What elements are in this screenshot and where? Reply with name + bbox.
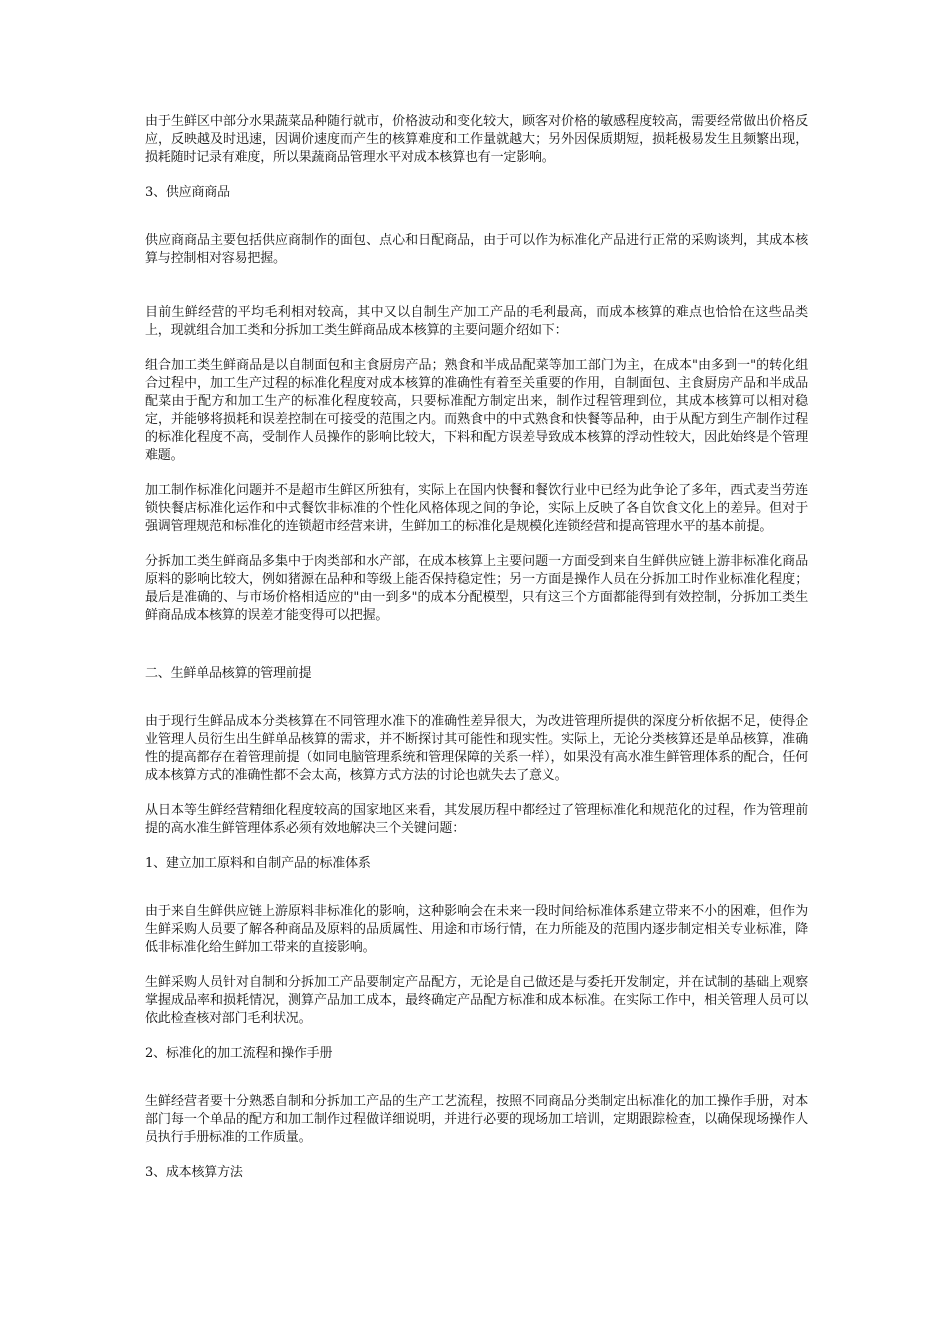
paragraph-split-processing: 分拆加工类生鲜商品多集中于肉类部和水产部，在成本核算上主要问题一方面受到来自生鲜供应链上游非标准化商品原料的影响比较大，例如猪源在品种和等级上能否保持稳定性；另一方面是操作人员在分拆加工时作业标准化程度；最后是准确的、与市场价格相适应的"由一到多"的成本分配模型，只有这三个方面都能得到有效控制，分拆加工类生鲜商品成本核算的误差才能变得可以把握。 [145, 554, 808, 623]
paragraph-product-formula: 生鲜采购人员针对自制和分拆加工产品要制定产品配方，无论是自己做还是与委托开发制定，并在试制的基础上观察掌握成品率和损耗情况，测算产品加工成本，最终确定产品配方标准和成本标准。在实际工作中，相关管理人员可以依此检查核对部门毛利状况。 [145, 975, 808, 1026]
paragraph-supplier-goods: 供应商商品主要包括供应商制作的面包、点心和日配商品，由于可以作为标准化产品进行正常的采购谈判，其成本核算与控制相对容易把握。 [145, 233, 808, 266]
heading-management-premise: 二、生鲜单品核算的管理前提 [145, 666, 312, 681]
heading-supplier-goods: 3、供应商商品 [145, 185, 230, 200]
paragraph-standardization-debate: 加工制作标准化问题并不是超市生鲜区所独有，实际上在国内快餐和餐饮行业中已经为此争论了多年，西式麦当劳连锁快餐店标准化运作和中式餐饮非标准的个性化风格体现之间的争论，实际上反映了各自饮食文化上的差异。但对于强调管理规范和标准化的连锁超市经营来讲，生鲜加工的标准化是规模化连锁经营和提高管理水平的基本前提。 [145, 483, 808, 534]
heading-cost-method: 3、成本核算方法 [145, 1165, 243, 1180]
paragraph-produce-pricing: 由于生鲜区中部分水果蔬菜品种随行就市，价格波动和变化较大，顾客对价格的敏感程度较高，需要经常做出价格反应，反映越及时迅速，因调价速度而产生的核算难度和工作量就越大；另外因保质期短，损耗极易发生且频繁出现，损耗随时记录有难度，所以果蔬商品管理水平对成本核算也有一定影响。 [145, 114, 808, 165]
heading-process-manual: 2、标准化的加工流程和操作手册 [145, 1046, 333, 1061]
paragraph-margin-overview: 目前生鲜经营的平均毛利相对较高，其中又以自制生产加工产品的毛利最高，而成本核算的难点也恰恰在这些品类上，现就组合加工类和分拆加工类生鲜商品成本核算的主要问题介绍如下： [145, 305, 808, 338]
heading-standard-system: 1、建立加工原料和自制产品的标准体系 [145, 856, 371, 871]
paragraph-japan-experience: 从日本等生鲜经营精细化程度较高的国家地区来看，其发展历程中都经过了管理标准化和规范化的过程，作为管理前提的高水准生鲜管理体系必须有效地解决三个关键问题： [145, 803, 808, 836]
paragraph-combined-processing: 组合加工类生鲜商品是以自制面包和主食厨房产品；熟食和半成品配菜等加工部门为主，在成本"由多到一"的转化组合过程中，加工生产过程的标准化程度对成本核算的准确性有着至关重要的作用，自制面包、主食厨房产品和半成品配菜由于配方和加工生产的标准化程度较高，只要标准配方制定出来，制作过程管理到位，其成本核算可以相对稳定，并能够将损耗和误差控制在可接受的范围之内。而熟食中的中式熟食和快餐等品种，由于从配方到生产制作过程的标准化程度不高，受制作人员操作的影响比较大，下料和配方误差导致成本核算的浮动性较大，因此始终是个管理难题。 [145, 358, 808, 463]
paragraph-process-manual: 生鲜经营者要十分熟悉自制和分拆加工产品的生产工艺流程，按照不同商品分类制定出标准化的加工操作手册，对本部门每一个单品的配方和加工制作过程做详细说明，并进行必要的现场加工培训，定期跟踪检查，以确保现场操作人员执行手册标准的工作质量。 [145, 1094, 808, 1145]
paragraph-upstream-standards: 由于来自生鲜供应链上游原料非标准化的影响，这种影响会在未来一段时间给标准体系建立带来不小的困难，但作为生鲜采购人员要了解各种商品及原料的品质属性、用途和市场行情，在力所能及的范围内逐步制定相关专业标准，降低非标准化给生鲜加工带来的直接影响。 [145, 904, 808, 955]
paragraph-accounting-accuracy: 由于现行生鲜品成本分类核算在不同管理水准下的准确性差异很大，为改进管理所提供的深度分析依据不足，使得企业管理人员衍生出生鲜单品核算的需求，并不断探讨其可能性和现实性。实际上，无论分类核算还是单品核算，准确性的提高都存在着管理前提（如同电脑管理系统和管理保障的关系一样），如果没有高水准生鲜管理体系的配合，任何成本核算方式的准确性都不会太高，核算方式方法的讨论也就失去了意义。 [145, 714, 808, 783]
